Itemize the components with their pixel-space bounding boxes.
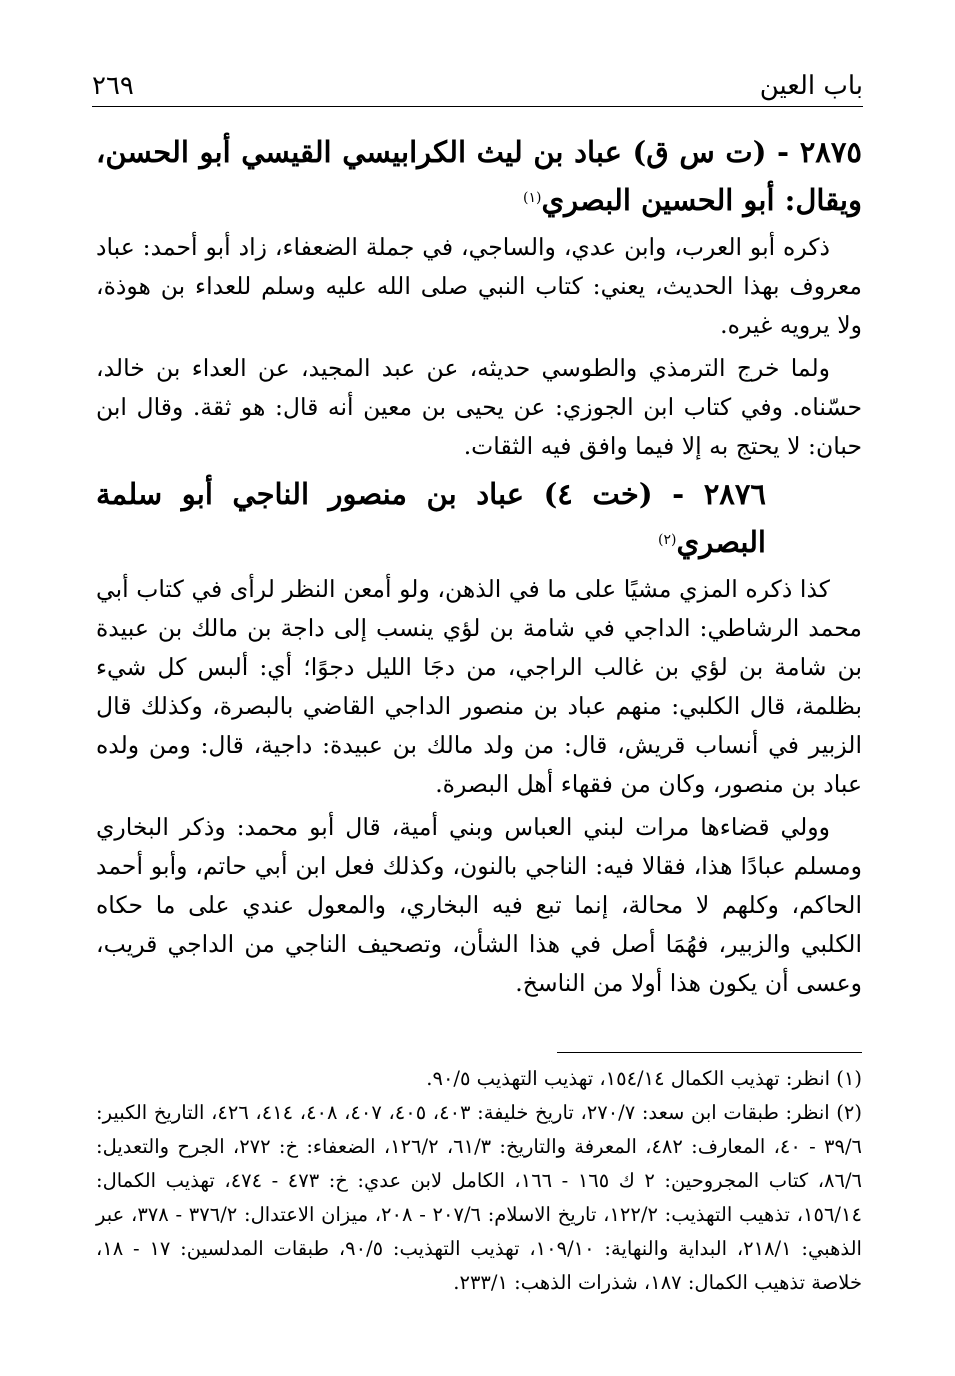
paragraph: ولما خرج الترمذي والطوسي حديثه، عن عبد المجيد، عن العداء بن خالد، حسّناه. وفي كتاب ابن الجوزي: عن يحيى بن معين أنه قال: هو ثقة. وقال ابن حبان: لا يحتج به إلا فيما وافق فيه الثقات. [96,354,862,460]
paragraph: كذا ذكره المزي مشيًا على ما في الذهن، ولو أمعن النظر لرأى في كتاب أبي محمد الرشاطي: الداجي في شامة بن لؤي ينسب إلى داجة بن مالك بن عبيدة بن شامة بن لؤي بن غالب الراجي، من دجَا الليل دجوًا؛ أي: ألبس كل شيء بظلمة، قال الكلبي: منهم عباد بن منصور الداجي القاضي بالبصرة، وكذلك قال الزبير في أنساب قريش، قال: من ولد مالك بن عبيدة: داجية، قال: ومن ولده عباد بن منصور، وكان من فقهاء أهل البصرة. [96,575,862,798]
running-header [92,66,863,107]
page-number: ٢٦٩ [92,71,134,101]
paragraph: وولي قضاءها مرات لبني العباس وبني أمية، قال أبو محمد: وذكر البخاري ومسلم عبادًا هذا، فقالا فيه: الناجي بالنون، وكذلك فعل ابن أبي حاتم، وأبو أحمد الحاكم، وكلهم لا محالة، إنما تبع فيه البخاري، والمعول عندي على ما حكاه الكلبي والزبير، فهُمَا أصل في هذا الشأن، وتصحيف الناجي من الداجي قريب، وعسى أن يكون هذا أولا من الناسخ. [96,813,862,997]
entry-heading [96,128,862,224]
footnote-divider [557,1052,862,1053]
entry-heading [96,470,862,566]
footnotes [96,1062,862,1300]
footnote-mark: (١) [522,190,542,206]
entry-heading-text: ٢٨٧٦ - (خت ٤) عباد بن منصور الناجي أبو سلمة البصري [96,477,766,559]
entry-heading-text: ٢٨٧٥ - (ت س ق) عباد بن ليث الكرابيسي القيسي أبو الحسن، ويقال: أبو الحسين البصري [96,135,862,217]
footnote: (٢) انظر: طبقات ابن سعد: ٢٧٠/٧، تاريخ خليفة: ٤٠٣، ٤٠٥، ٤٠٧، ٤٠٨، ٤١٤، ٤٢٦، التاريخ الكبير: ٣٩/٦ - ٤٠، المعارف: ٤٨٢، المعرفة والتاريخ: ٦١/٣، ١٢٦/٢، الضعفاء: خ: ٢٧٢، الجرح والتعديل: ٨٦/٦، كتاب المجروحين: ٢ ك ١٦٥ - ١٦٦، الكامل لابن عدي: خ: ٤٧٣ - ٤٧٤، تهذيب الكمال: ١٥٦/١٤، تذهيب التهذيب: ١٢٢/٢، تاريخ الاسلام: ٢٠٧/٦ - ٢٠٨، ميزان الاعتدال: ٣٧٦/٢ - ٣٧٨، عبر الذهبي: ٢١٨/١، البداية والنهاية: ١٠٩/١٠، تهذيب التهذيب: ٩٠/٥، طبقات المدلسين: ١٧ - ١٨، خلاصة تذهيب الكمال: ١٨٧، شذرات الذهب: ٢٣٣/١. [96,1101,862,1294]
main-text [96,128,862,1007]
footnote: (١) انظر: تهذيب الكمال ١٥٤/١٤، تهذيب التهذيب ٩٠/٥. [426,1067,862,1090]
chapter-title: باب العين [759,71,863,101]
paragraph: ذكره أبو العرب، وابن عدي، والساجي، في جملة الضعفاء، زاد أبو أحمد: عباد معروف بهذا الحديث، يعني: كتاب النبي صلى الله عليه وسلم للعداء بن هوذة، ولا يرويه غيره. [96,233,862,339]
footnote-mark: (٢) [658,532,677,548]
